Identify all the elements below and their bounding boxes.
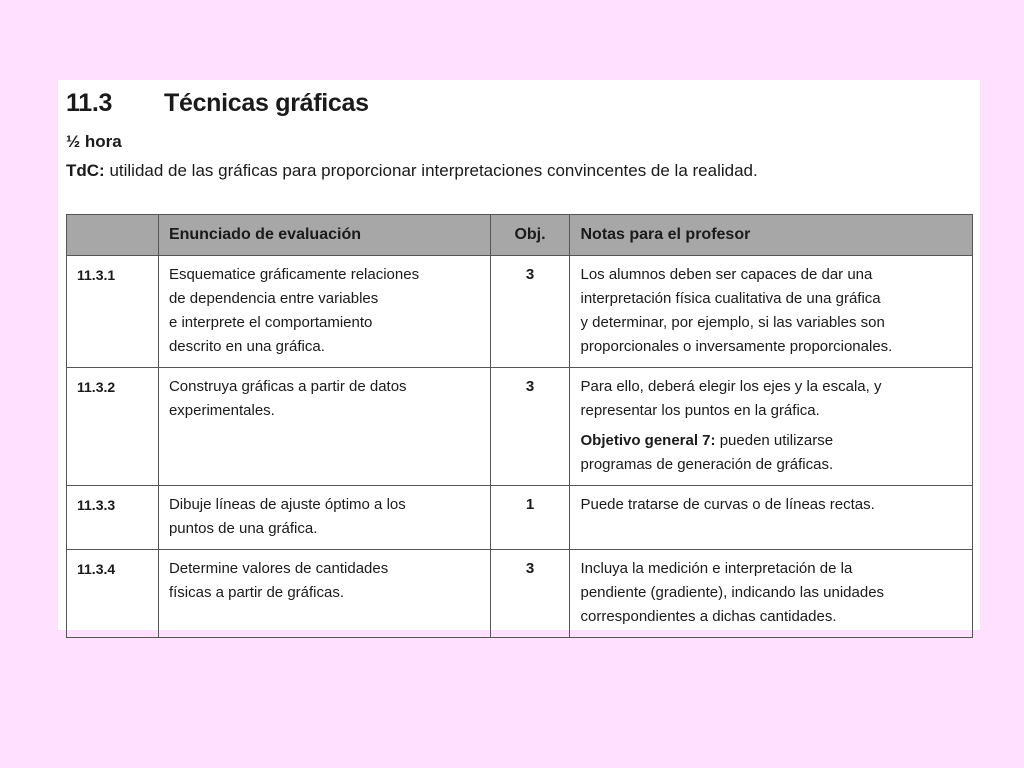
statement-line: puntos de una gráfica. bbox=[168, 520, 318, 537]
table-row bbox=[67, 486, 973, 550]
notes-line: interpretación física cualitativa de una gráfica bbox=[580, 290, 881, 307]
table-row bbox=[67, 368, 973, 486]
row-number: 11.3.1 bbox=[67, 256, 159, 368]
row-obj: 3 bbox=[490, 368, 570, 486]
notes-line: Puede tratarse de curvas o de líneas rectas. bbox=[580, 496, 875, 513]
section-number: 11.3 bbox=[66, 89, 113, 117]
row-obj: 3 bbox=[490, 550, 570, 638]
statement-line: descrito en una gráfica. bbox=[168, 338, 325, 355]
general-objective-label: Objetivo general 7: bbox=[580, 432, 716, 449]
tdc-label: TdC: bbox=[66, 161, 105, 180]
row-statement bbox=[158, 256, 490, 368]
document-page bbox=[58, 80, 980, 630]
statement-line: e interprete el comportamiento bbox=[168, 314, 373, 331]
row-notes bbox=[570, 550, 973, 638]
row-number: 11.3.3 bbox=[67, 486, 159, 550]
tdc-text: utilidad de las gráficas para proporcionar interpretaciones convincentes de la realidad. bbox=[109, 161, 758, 180]
row-obj: 3 bbox=[490, 256, 570, 368]
row-notes bbox=[570, 368, 973, 486]
row-number: 11.3.4 bbox=[67, 550, 159, 638]
header-number bbox=[67, 215, 159, 256]
tdc-line bbox=[66, 161, 758, 181]
header-statement: Enunciado de evaluación bbox=[158, 215, 490, 256]
notes-line: correspondientes a dichas cantidades. bbox=[580, 608, 837, 625]
row-statement bbox=[158, 486, 490, 550]
row-notes bbox=[570, 256, 973, 368]
header-notes: Notas para el profesor bbox=[570, 215, 973, 256]
statement-line: físicas a partir de gráficas. bbox=[168, 584, 345, 601]
table-header-row bbox=[67, 215, 973, 256]
table-row bbox=[67, 256, 973, 368]
general-objective-text-cont: programas de generación de gráficas. bbox=[580, 456, 834, 473]
section-heading bbox=[66, 89, 369, 118]
statement-line: Construya gráficas a partir de datos bbox=[168, 378, 407, 395]
statement-line: Dibuje líneas de ajuste óptimo a los bbox=[168, 496, 406, 513]
row-obj: 1 bbox=[490, 486, 570, 550]
notes-line: y determinar, por ejemplo, si las variables son bbox=[580, 314, 885, 331]
row-number: 11.3.2 bbox=[67, 368, 159, 486]
table-row bbox=[67, 550, 973, 638]
notes-line: pendiente (gradiente), indicando las unidades bbox=[580, 584, 885, 601]
row-notes bbox=[570, 486, 973, 550]
row-statement bbox=[158, 368, 490, 486]
section-duration: ½ hora bbox=[66, 132, 122, 151]
notes-line: representar los puntos en la gráfica. bbox=[580, 402, 820, 419]
assessment-table bbox=[66, 214, 973, 638]
notes-line: Los alumnos deben ser capaces de dar una bbox=[580, 266, 873, 283]
statement-line: experimentales. bbox=[168, 402, 275, 419]
statement-line: de dependencia entre variables bbox=[168, 290, 379, 307]
general-objective-note bbox=[580, 429, 962, 477]
section-title: Técnicas gráficas bbox=[164, 89, 369, 117]
notes-line: Para ello, deberá elegir los ejes y la escala, y bbox=[580, 378, 882, 395]
statement-line: Esquematice gráficamente relaciones bbox=[168, 266, 420, 283]
statement-line: Determine valores de cantidades bbox=[168, 560, 389, 577]
row-statement bbox=[158, 550, 490, 638]
header-obj: Obj. bbox=[490, 215, 570, 256]
notes-line: proporcionales o inversamente proporcionales. bbox=[580, 338, 893, 355]
notes-line: Incluya la medición e interpretación de la bbox=[580, 560, 853, 577]
general-objective-text: pueden utilizarse bbox=[719, 432, 834, 449]
